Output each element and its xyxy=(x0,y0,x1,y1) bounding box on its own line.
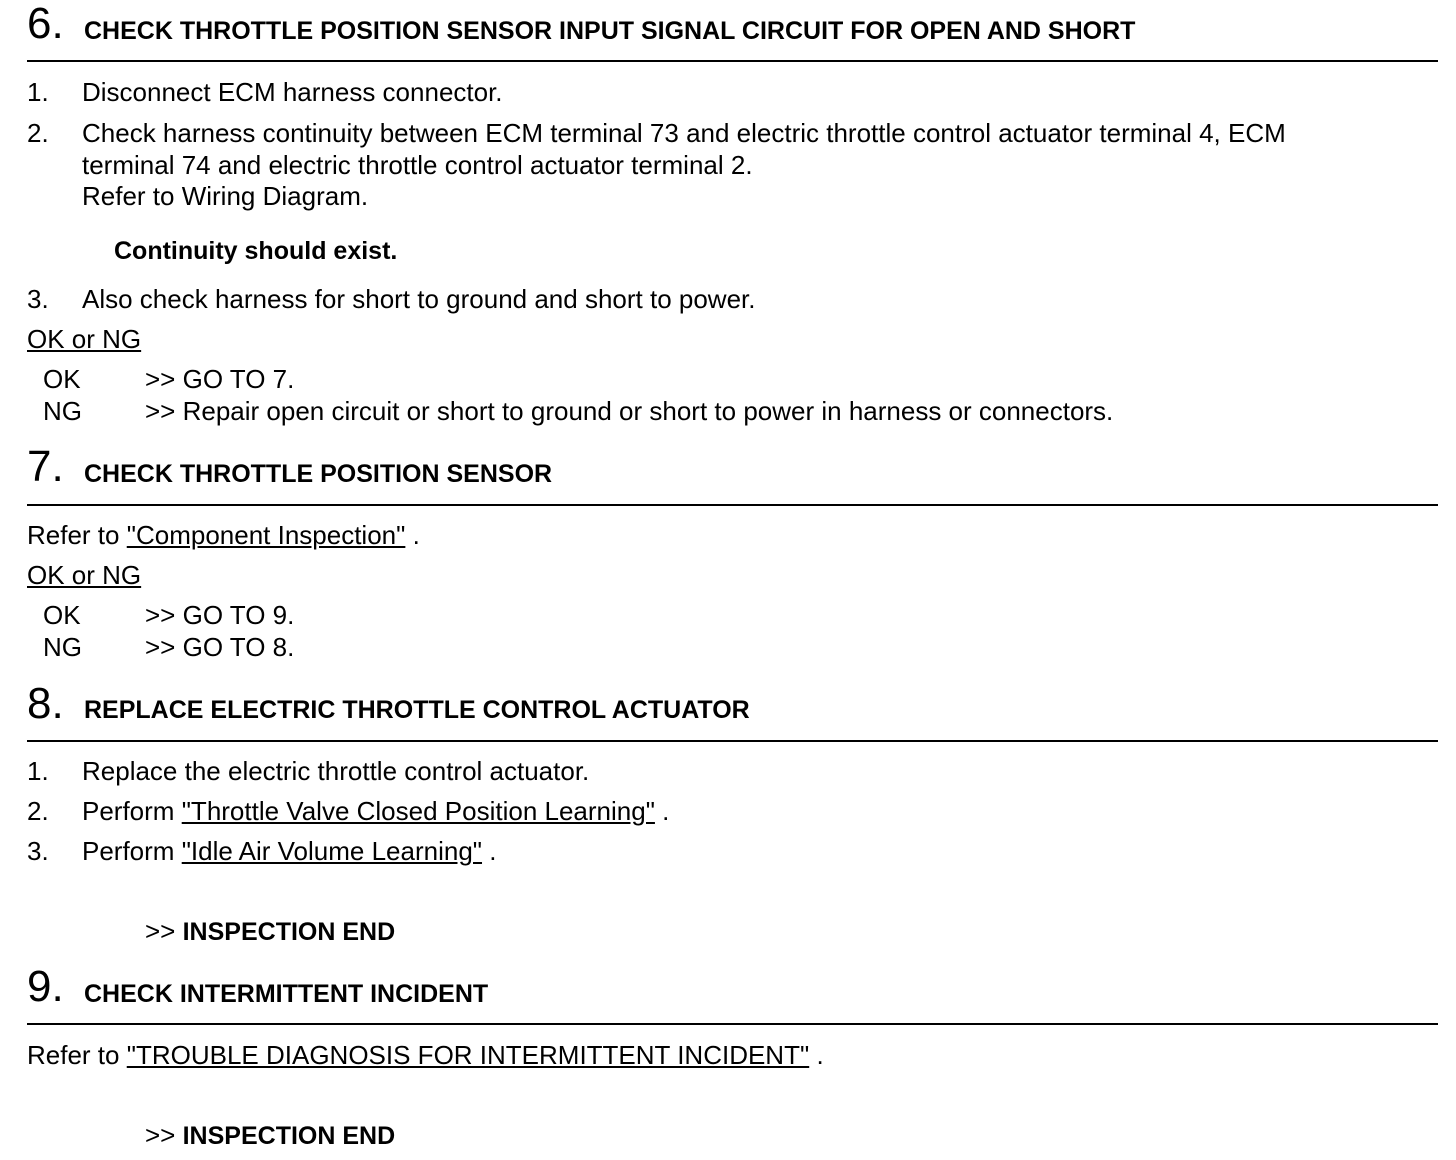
end-arrow: >> xyxy=(145,916,176,946)
step-text xyxy=(82,796,669,826)
divider xyxy=(27,504,1438,506)
inspection-end xyxy=(145,916,395,947)
throttle-valve-learning-link[interactable]: "Throttle Valve Closed Position Learning" xyxy=(181,796,655,826)
section-title: CHECK INTERMITTENT INCIDENT xyxy=(84,980,489,1008)
step-text: terminal 74 and electric throttle control actuator terminal 2. xyxy=(82,150,753,180)
step-index: 1. xyxy=(27,77,49,107)
step-number: 6. xyxy=(27,0,64,48)
step-number: 8. xyxy=(27,679,64,728)
result-text: >> GO TO 7. xyxy=(145,364,295,394)
step-text xyxy=(82,836,496,866)
refer-suffix: . xyxy=(816,1040,824,1070)
section-title: REPLACE ELECTRIC THROTTLE CONTROL ACTUATOR xyxy=(84,696,750,724)
divider xyxy=(27,1023,1438,1025)
refer-suffix: . xyxy=(412,520,420,550)
end-text: INSPECTION END xyxy=(182,918,396,946)
section-title: CHECK THROTTLE POSITION SENSOR xyxy=(84,460,553,488)
step-index: 2. xyxy=(27,118,49,148)
intermittent-incident-link[interactable]: "TROUBLE DIAGNOSIS FOR INTERMITTENT INCIDENT" xyxy=(126,1040,810,1070)
step-suffix: . xyxy=(489,836,497,866)
idle-air-volume-learning-link[interactable]: "Idle Air Volume Learning" xyxy=(181,836,483,866)
inspection-end xyxy=(145,1120,395,1151)
step-prefix: Perform xyxy=(82,796,175,826)
section-title: CHECK THROTTLE POSITION SENSOR INPUT SIGNAL CIRCUIT FOR OPEN AND SHORT xyxy=(84,17,1136,45)
result-label: NG xyxy=(43,396,82,426)
step-number: 7. xyxy=(27,442,64,491)
step-text: Disconnect ECM harness connector. xyxy=(82,77,503,107)
result-text: >> GO TO 8. xyxy=(145,632,295,662)
step-index: 3. xyxy=(27,284,49,314)
result-text: >> GO TO 9. xyxy=(145,600,295,630)
end-arrow: >> xyxy=(145,1120,176,1150)
divider xyxy=(27,740,1438,742)
refer-line xyxy=(27,1040,824,1070)
step-index: 2. xyxy=(27,796,49,826)
step-suffix: . xyxy=(662,796,670,826)
refer-prefix: Refer to xyxy=(27,1040,120,1070)
refer-prefix: Refer to xyxy=(27,520,120,550)
step-index: 3. xyxy=(27,836,49,866)
step-text: Also check harness for short to ground and short to power. xyxy=(82,284,756,314)
step-text: Refer to Wiring Diagram. xyxy=(82,181,369,211)
end-text: INSPECTION END xyxy=(182,1122,396,1150)
refer-line xyxy=(27,520,420,550)
divider xyxy=(27,60,1438,62)
step-number: 9. xyxy=(27,962,64,1011)
specification: Continuity should exist. xyxy=(114,237,398,265)
step-text: Replace the electric throttle control actuator. xyxy=(82,756,590,786)
step-text: Check harness continuity between ECM terminal 73 and electric throttle control actuator terminal 4, ECM xyxy=(82,118,1286,148)
step-index: 1. xyxy=(27,756,49,786)
ok-ng-label: OK or NG xyxy=(27,324,142,354)
result-label: OK xyxy=(43,364,81,394)
component-inspection-link[interactable]: "Component Inspection" xyxy=(126,520,406,550)
result-label: NG xyxy=(43,632,82,662)
result-text: >> Repair open circuit or short to ground or short to power in harness or connectors. xyxy=(145,396,1114,426)
ok-ng-label: OK or NG xyxy=(27,560,142,590)
step-prefix: Perform xyxy=(82,836,175,866)
result-label: OK xyxy=(43,600,81,630)
